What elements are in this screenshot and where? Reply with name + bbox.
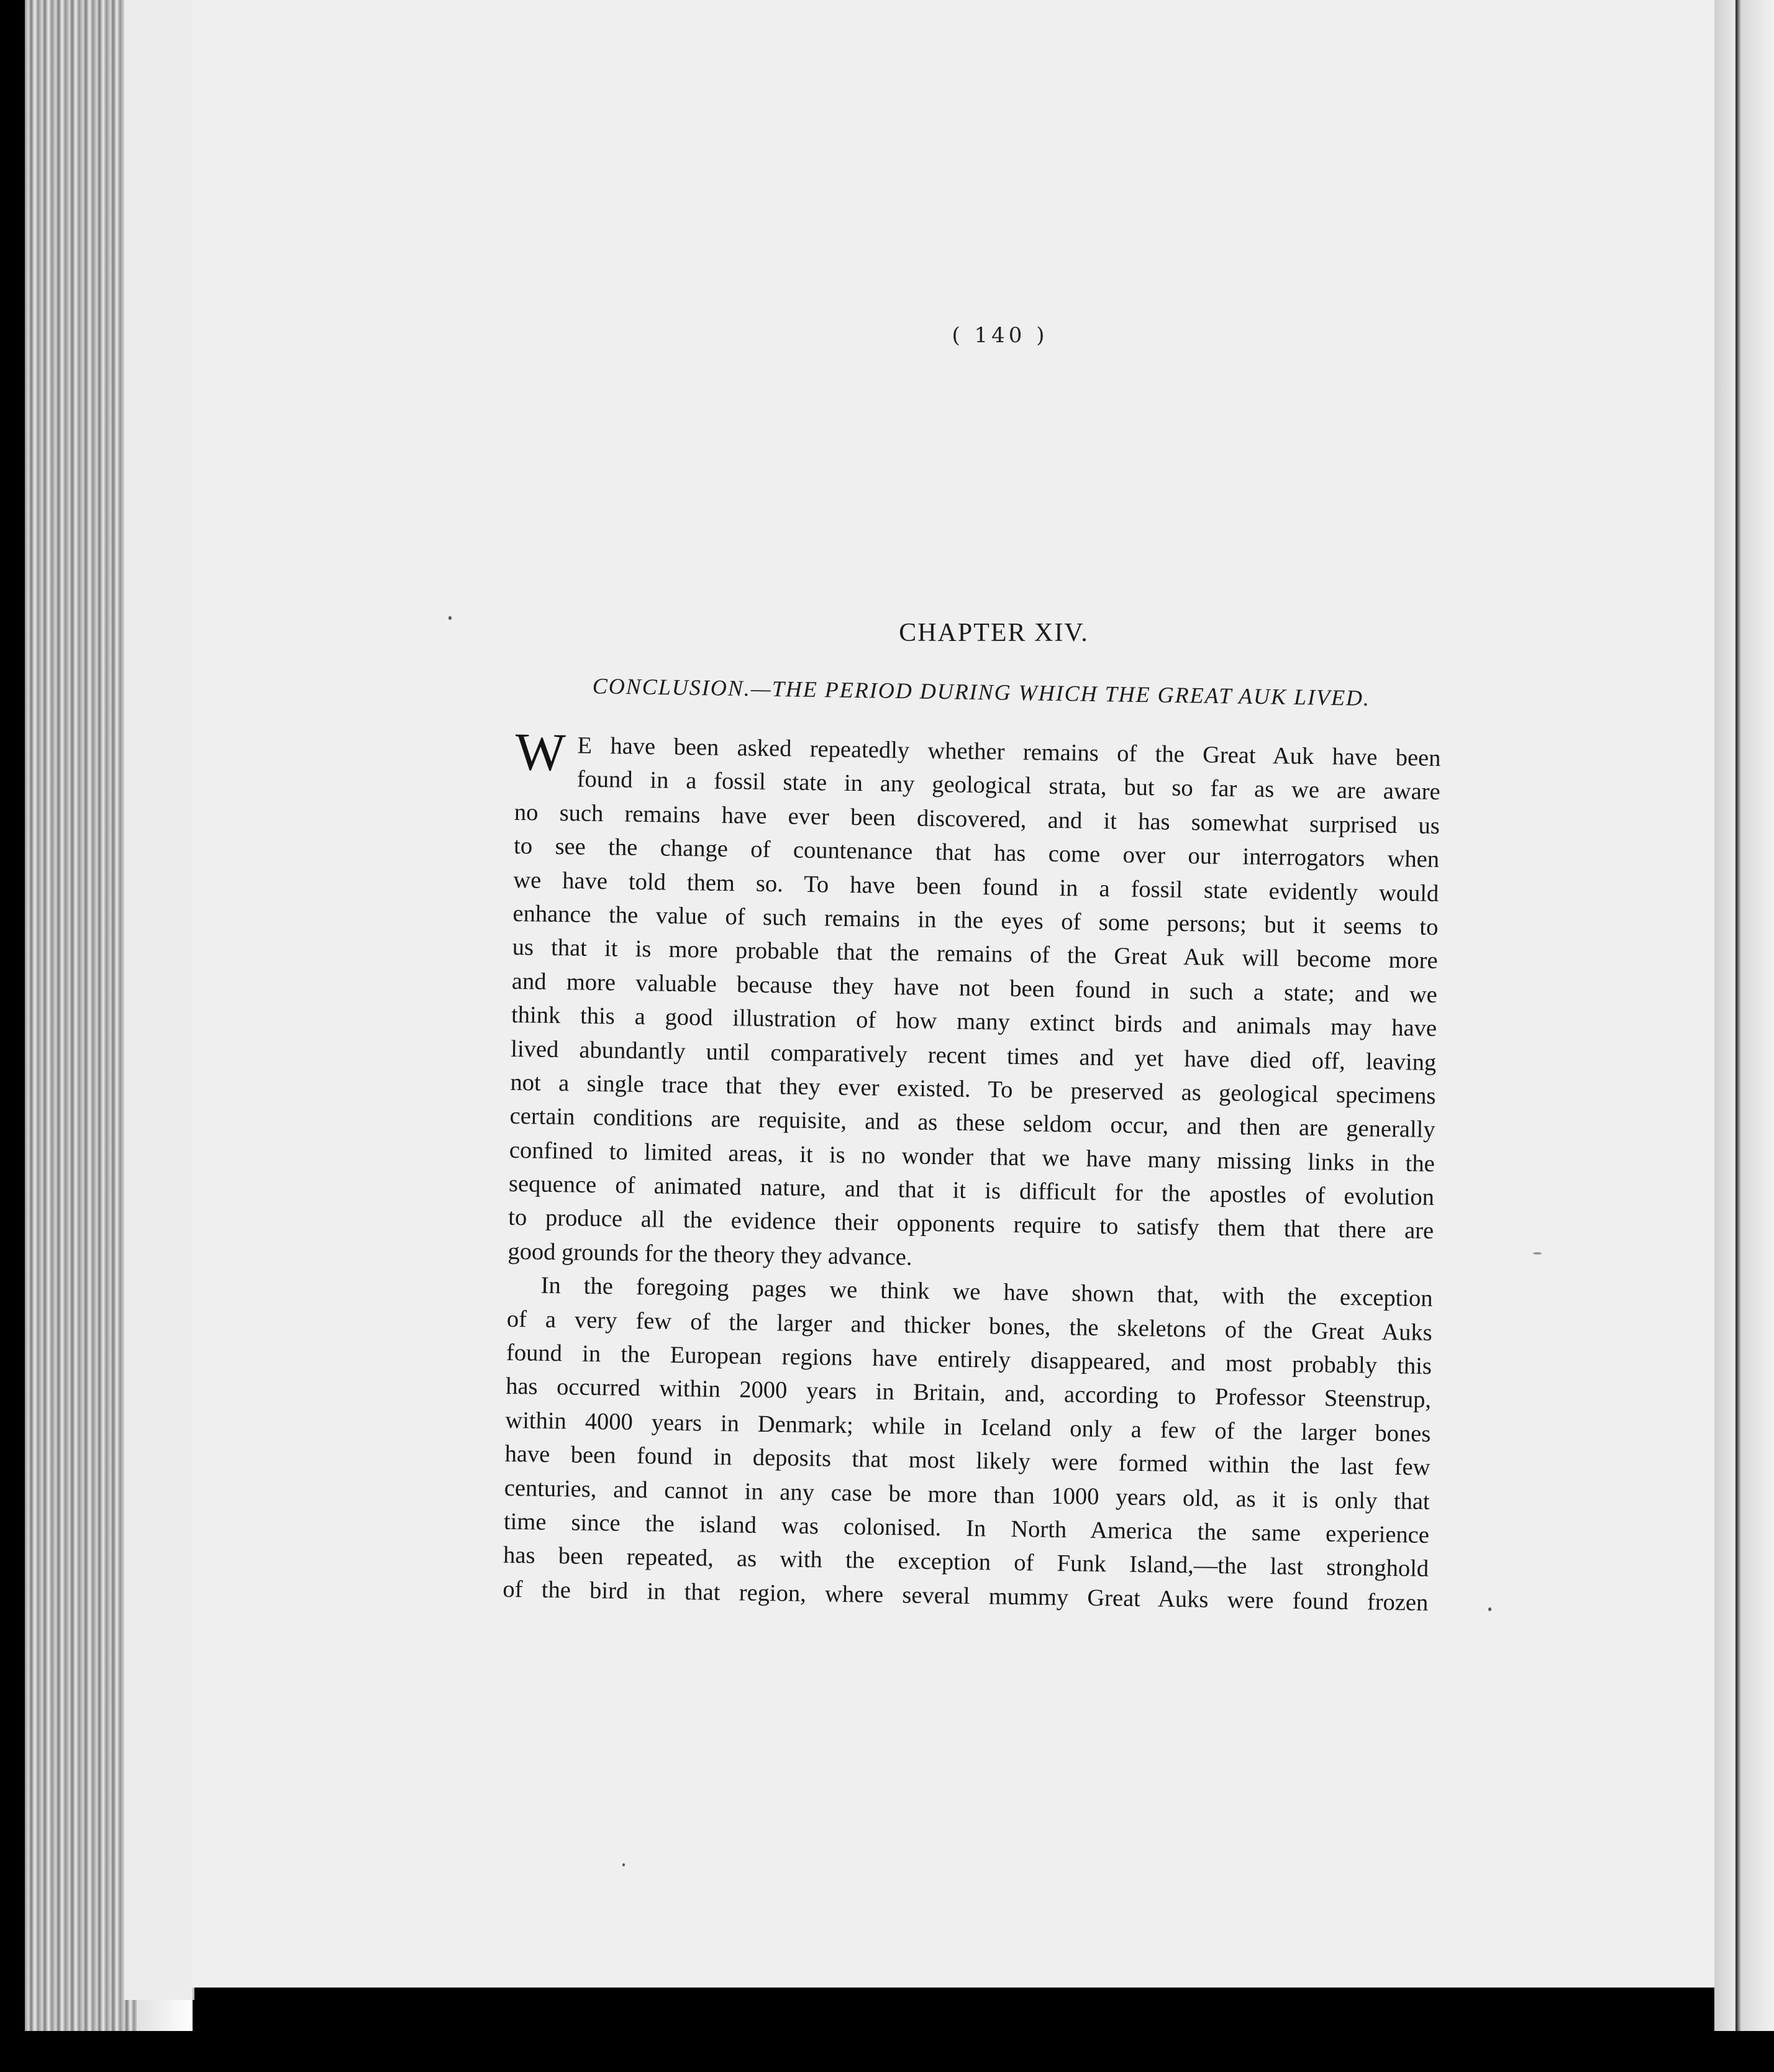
text-line: us that it is more probable that the remains of the Great Auk will become more — [512, 934, 1438, 975]
text-line: sequence of animated nature, and that it is difficult for the apostles of evolution — [508, 1170, 1435, 1211]
text-line: centuries, and cannot in any case be more than 1000 years old, as it is only that — [504, 1474, 1430, 1515]
text-line: lived abundantly until comparatively recent times and yet have died off, leaving — [511, 1035, 1437, 1076]
text-line: found in the European regions have entirely disappeared, and most probably this — [506, 1339, 1432, 1380]
text-line: In the foregoing pages we think we have shown that, with the exception — [540, 1272, 1433, 1312]
text-line: to see the change of countenance that has come over our interrogators when — [513, 833, 1440, 873]
text-line: no such remains have ever been discovered, and it has somewhat surprised us — [514, 799, 1440, 839]
scan-speck — [448, 616, 452, 620]
scan-speck — [1488, 1607, 1491, 1611]
text-line: think this a good illustration of how many extinct birds and animals may have — [511, 1002, 1437, 1042]
text-line: within 4000 years in Denmark; while in Iceland only a few of the larger bones — [505, 1407, 1431, 1447]
text-line: of the bird in that region, where several mummy Great Auks were found frozen — [503, 1576, 1429, 1616]
text-line: enhance the value of such remains in the eyes of some persons; but it seems to — [512, 900, 1439, 941]
chapter-heading: CHAPTER XIV. — [899, 619, 1089, 647]
scan-speck — [622, 1863, 625, 1866]
text-line: not a single trace that they ever existed. To be preserved as geological specimens — [510, 1069, 1436, 1109]
text-line: good grounds for the theory they advance. — [507, 1238, 912, 1271]
scan-bottom-border — [0, 2031, 1774, 2072]
text-line: we have told them so. To have been found in a fossil state evidently would — [513, 866, 1439, 907]
drop-cap-letter: W — [514, 722, 566, 783]
facing-leaf-margin — [124, 0, 194, 2000]
chapter-subtitle: CONCLUSION.—THE PERIOD DURING WHICH THE GREAT AUK LIVED. — [592, 673, 1371, 711]
text-line: to produce all the evidence their opponents require to satisfy them that there are — [507, 1204, 1434, 1245]
text-line: time since the island was colonised. In North America the same experience — [503, 1508, 1430, 1548]
text-line: found in a fossil state in any geological strata, but so far as we are aware — [576, 766, 1440, 806]
book-right-edge — [1714, 0, 1774, 2072]
text-line: confined to limited areas, it is no wonder that we have many missing links in the — [509, 1137, 1435, 1177]
page-number: ( 140 ) — [952, 323, 1048, 348]
scan-speck — [1533, 1252, 1542, 1255]
text-line: of a very few of the larger and thicker bones, the skeletons of the Great Auks — [506, 1306, 1433, 1346]
text-line: has occurred within 2000 years in Britain, and, according to Professor Steenstrup, — [505, 1373, 1432, 1414]
text-line: and more valuable because they have not been found in such a state; and we — [511, 968, 1438, 1008]
text-line: have been found in deposits that most likely were formed within the last few — [504, 1441, 1431, 1481]
text-line: E have been asked repeatedly whether remains of the Great Auk have been — [577, 732, 1441, 772]
text-line: certain conditions are requisite, and as these seldom occur, and then are generally — [509, 1103, 1435, 1143]
chapter-body-text — [503, 722, 1441, 1620]
text-line: has been repeated, as with the exception of Funk Island,—the last stronghold — [503, 1542, 1429, 1583]
